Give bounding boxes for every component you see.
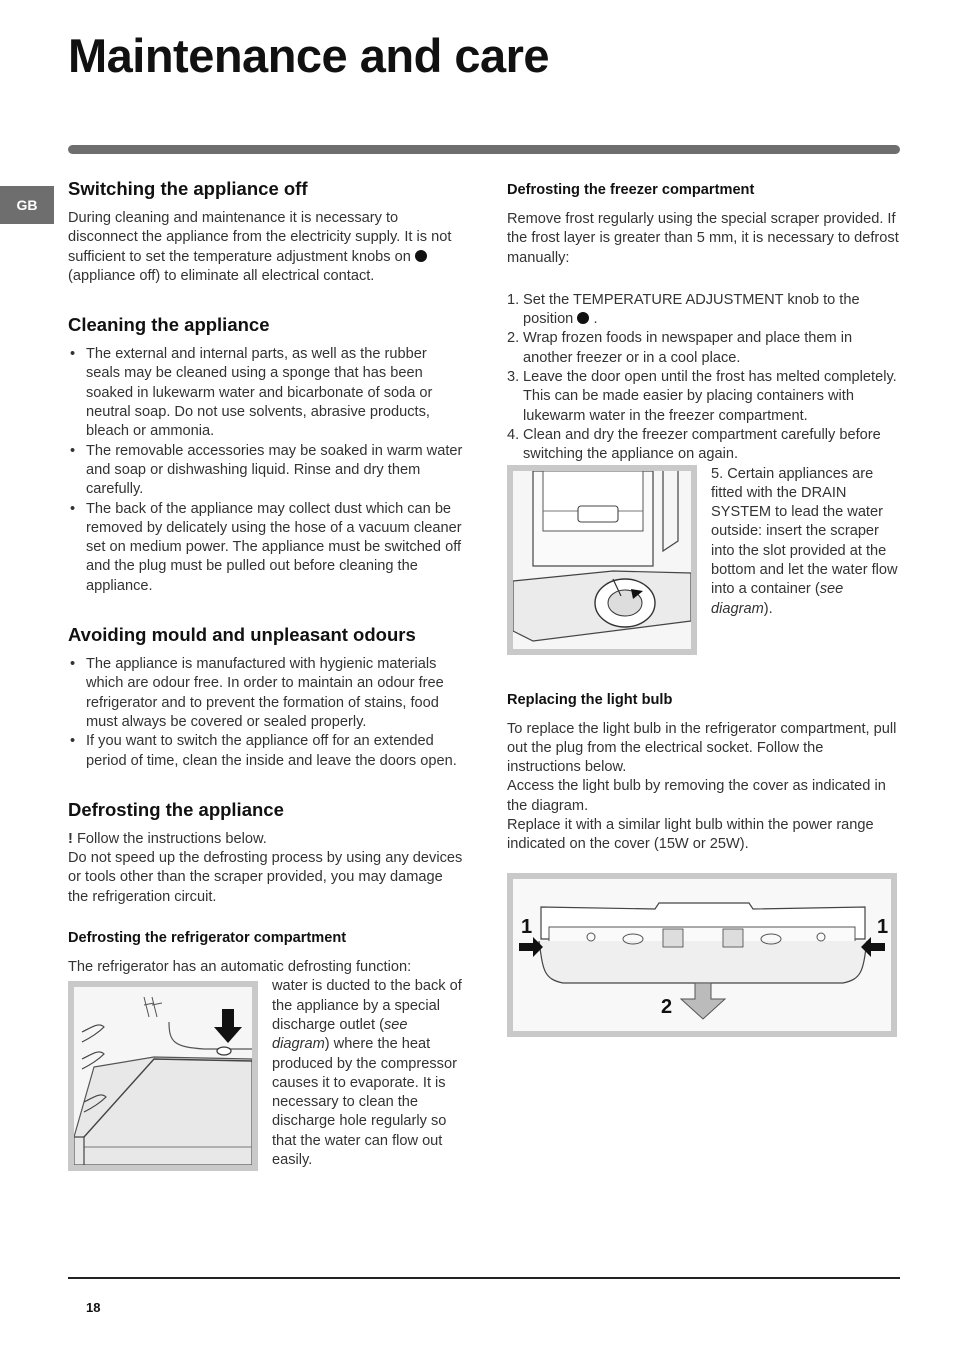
language-tab: GB	[0, 186, 54, 224]
fridge-drain-diagram	[68, 981, 258, 1171]
freezer-drain-illustration	[513, 471, 691, 649]
step-text: Wrap frozen foods in newspaper and place them in another freezer or in a cool place.	[523, 330, 853, 366]
light-bulb-para: Replace it with a similar light bulb within the power range indicated on the cover (15W or 25W).	[507, 817, 874, 853]
right-column	[507, 181, 900, 1037]
heading-cleaning: Cleaning the appliance	[68, 314, 270, 336]
light-cover-illustration	[513, 879, 891, 1031]
step-5-text-a: 5. Certain appliances are fitted with the DRAIN SYSTEM to lead the water outside: insert the scraper into the slot provided at the bottom and let the water flow into a container (	[711, 465, 898, 598]
defrost-fridge-text-b: ) where the heat produced by the compressor causes it to evaporate. It is necessary to clean the discharge hole regularly so that the water can flow out easily.	[272, 1036, 457, 1168]
list-item: • The appliance is manufactured with hygienic materials which are odour free. In order to maintain an odour free refrigerator and to prevent the formation of stains, food must always be covered or sealed properly.	[68, 655, 464, 732]
left-column	[68, 178, 464, 1177]
light-bulb-para: Access the light bulb by removing the cover as indicated in the diagram.	[507, 778, 886, 814]
step-5-text-b: ).	[763, 600, 773, 617]
light-bulb-diagram	[507, 873, 897, 1037]
cleaning-list	[68, 345, 464, 596]
off-position-icon	[415, 250, 427, 262]
diagram-label-right: 1	[877, 915, 889, 938]
step-number: 4.	[507, 426, 520, 443]
page-number: 18	[86, 1300, 101, 1315]
step-number: 1.	[507, 291, 520, 308]
fridge-drain-illustration	[74, 987, 252, 1165]
step-text: Clean and dry the freezer compartment carefully before switching the appliance on again.	[523, 426, 881, 463]
section-cleaning	[68, 314, 464, 596]
section-defrost-freezer	[507, 181, 900, 661]
section-defrosting	[68, 799, 464, 907]
see-diagram-ref: see diagram	[711, 581, 844, 617]
defrosting-warning	[68, 830, 464, 849]
diagram-label-bottom: 2	[661, 995, 673, 1018]
defrost-freezer-steps	[507, 291, 900, 465]
heading-switching-off: Switching the appliance off	[68, 178, 308, 199]
light-bulb-para: To replace the light bulb in the refrigerator compartment, pull out the plug from the electrical socket. Follow the instructions below.	[507, 720, 897, 776]
defrosting-text: Do not speed up the defrosting process by using any devices or tools other than the scraper provided, you may damage the refrigeration circuit.	[68, 850, 463, 905]
header-rule	[68, 145, 900, 154]
step-text-end: .	[593, 311, 598, 328]
switching-off-text-a: During cleaning and maintenance it is necessary to disconnect the appliance from the electricity supply. It is not sufficient to set the temperature adjustment knobs on	[68, 210, 452, 265]
switching-off-text-b: (appliance off) to eliminate all electrical contact.	[68, 267, 375, 284]
step-text: Leave the door open until the frost has melted completely. This can be made easier by placing containers with lukewarm water in the freezer compartment.	[523, 369, 897, 424]
diagram-label-left: 1	[521, 915, 533, 938]
list-item	[507, 368, 900, 426]
defrost-fridge-intro: The refrigerator has an automatic defrosting function:	[68, 959, 412, 976]
heading-defrosting: Defrosting the appliance	[68, 798, 284, 820]
step-number: 3.	[507, 369, 520, 386]
list-item	[507, 291, 900, 330]
warning-text: Follow the instructions below.	[76, 830, 267, 847]
list-item: • The back of the appliance may collect dust which can be removed by delicately using the hose of a vacuum cleaner set on medium power. The appliance must be switched off and the plug must be pulled out before cleaning the appliance.	[68, 500, 464, 596]
section-light-bulb	[507, 691, 900, 1037]
heading-defrost-freezer: Defrosting the freezer compartment	[507, 182, 755, 198]
page-title: Maintenance and care	[68, 29, 550, 82]
defrost-freezer-intro: Remove frost regularly using the special scraper provided. If the frost layer is greater than 5 mm, it is necessary to defrost manually:	[507, 211, 899, 266]
defrost-fridge-text-a: water is ducted to the back of the appliance by a special discharge outlet (	[272, 978, 462, 1033]
section-defrost-fridge	[68, 929, 464, 1170]
list-item: • If you want to switch the appliance off for an extended period of time, clean the inside and leave the doors open.	[68, 732, 464, 771]
heading-light-bulb: Replacing the light bulb	[507, 691, 673, 708]
off-position-icon	[577, 312, 589, 324]
freezer-drain-diagram	[507, 465, 697, 655]
list-item	[507, 426, 900, 465]
mould-list	[68, 655, 464, 771]
heading-defrost-fridge: Defrosting the refrigerator compartment	[68, 930, 347, 947]
switching-off-text	[68, 209, 464, 286]
see-diagram-ref: see diagram	[272, 1016, 408, 1053]
heading-mould: Avoiding mould and unpleasant odours	[68, 624, 416, 646]
list-item	[507, 329, 900, 368]
warning-mark: !	[68, 830, 73, 847]
section-switching-off	[68, 178, 464, 286]
footer-rule	[68, 1277, 900, 1279]
list-item: • The removable accessories may be soaked in warm water and soap or dishwashing liquid. Rinse and dry them carefully.	[68, 442, 464, 500]
step-text: Set the TEMPERATURE ADJUSTMENT knob to the position	[523, 291, 860, 328]
section-mould	[68, 624, 464, 771]
step-number: 2.	[507, 330, 520, 347]
list-item: • The external and internal parts, as well as the rubber seals may be cleaned using a sponge that has been soaked in lukewarm water and bicarbonate of soda or neutral soap. Do not use solvents, abrasive products, bleach or ammonia.	[68, 345, 464, 441]
